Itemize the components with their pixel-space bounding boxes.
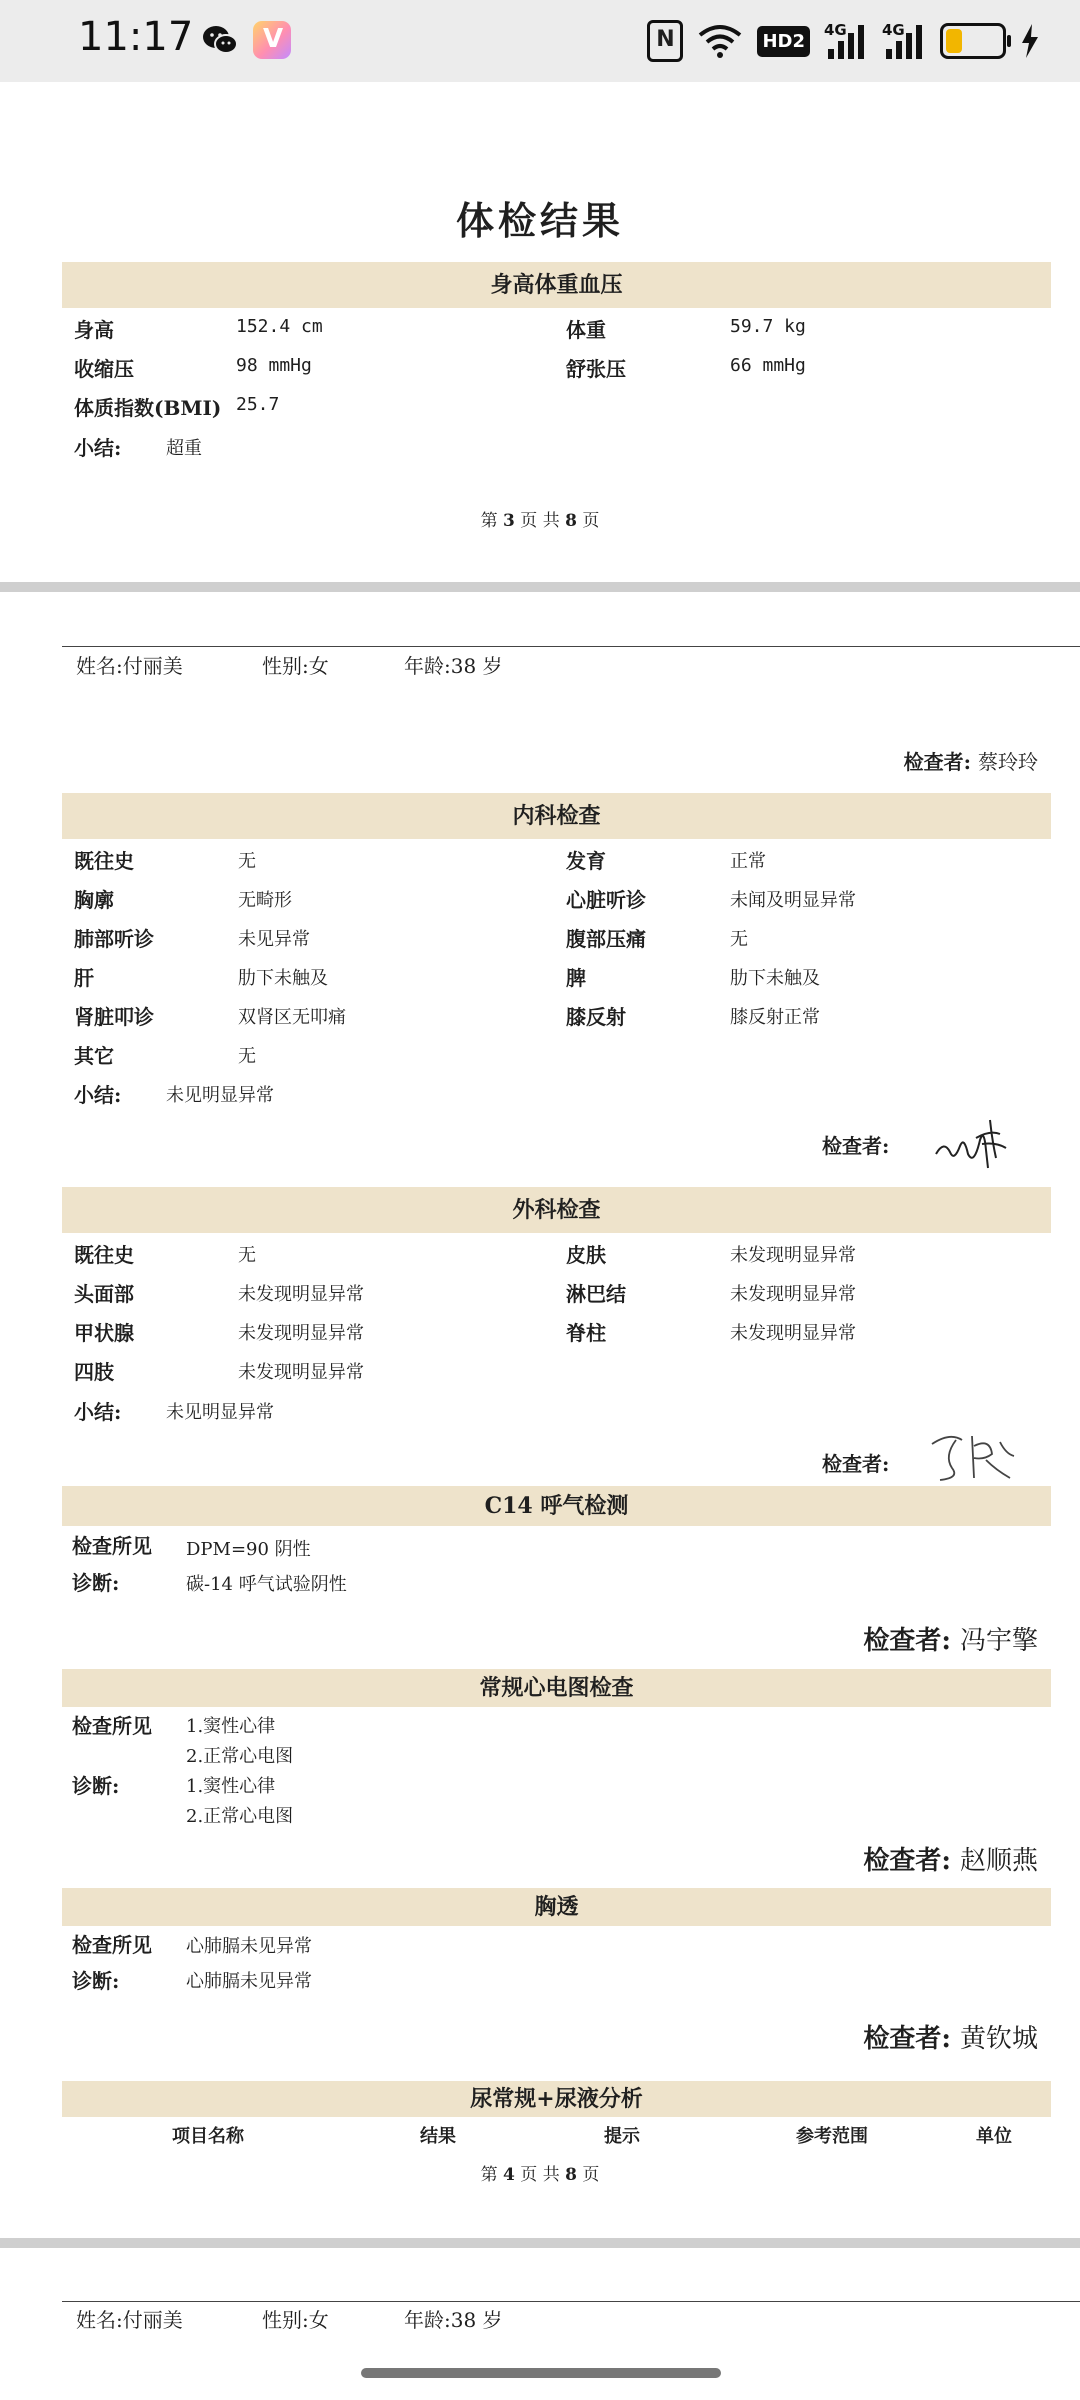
label-history: 既往史 bbox=[74, 849, 134, 873]
value-ecg-finding-1: 1.窦性心律 bbox=[186, 1716, 276, 1737]
value-systolic: 98 mmHg bbox=[236, 355, 312, 376]
value-spleen: 肋下未触及 bbox=[730, 968, 820, 989]
value-heart: 未闻及明显异常 bbox=[730, 890, 856, 911]
value-development: 正常 bbox=[730, 851, 766, 872]
label-c14-diag: 诊断: bbox=[72, 1571, 120, 1595]
value-lymph: 未发现明显异常 bbox=[730, 1284, 856, 1305]
patient-name-5: 姓名:付丽美 bbox=[76, 2308, 183, 2332]
label-thyroid: 甲状腺 bbox=[74, 1321, 134, 1345]
label-thorax: 胸廓 bbox=[74, 888, 114, 912]
section-header-urine: 尿常规+尿液分析 bbox=[62, 2081, 1051, 2117]
label-development: 发育 bbox=[566, 849, 606, 873]
hd-voice-icon: HD2 bbox=[757, 26, 810, 57]
label-ecg-diag: 诊断: bbox=[72, 1774, 120, 1798]
page-number-3: 第 3 页 共 8 页 bbox=[480, 511, 600, 531]
patient-age-5: 年龄:38 岁 bbox=[404, 2308, 503, 2332]
status-bar bbox=[0, 0, 1080, 82]
label-c14-finding: 检查所见 bbox=[72, 1534, 152, 1558]
value-chest-diag: 心肺膈未见异常 bbox=[186, 1971, 312, 1992]
summary-label: 小结: bbox=[74, 436, 122, 460]
page-separator-2 bbox=[0, 2238, 1080, 2248]
value-weight: 59.7 kg bbox=[730, 316, 806, 337]
patient-gender: 性别:女 bbox=[262, 654, 329, 678]
value-limbs: 未发现明显异常 bbox=[238, 1362, 364, 1383]
signature-internal bbox=[930, 1110, 1014, 1176]
value-chest-finding: 心肺膈未见异常 bbox=[186, 1936, 312, 1957]
nfc-icon: N bbox=[647, 20, 683, 62]
signature-surgical bbox=[926, 1426, 1022, 1486]
signal-4g-icon-1: 4G bbox=[824, 21, 868, 61]
label-lung: 肺部听诊 bbox=[74, 927, 154, 951]
summary-internal: 未见明显异常 bbox=[166, 1085, 274, 1106]
label-lymph: 淋巴结 bbox=[566, 1282, 626, 1306]
value-other: 无 bbox=[238, 1046, 256, 1067]
label-kidney: 肾脏叩诊 bbox=[74, 1005, 154, 1029]
value-c14-diag: 碳-14 呼气试验阴性 bbox=[186, 1574, 347, 1595]
section-header-ecg: 常规心电图检查 bbox=[62, 1669, 1051, 1707]
value-ecg-finding-2: 2.正常心电图 bbox=[186, 1746, 294, 1767]
label-skin: 皮肤 bbox=[566, 1243, 606, 1267]
page-number-4: 第 4 页 共 8 页 bbox=[480, 2165, 600, 2185]
value-ecg-diag-1: 1.窦性心律 bbox=[186, 1776, 276, 1797]
examiner-label-internal: 检查者: bbox=[822, 1134, 890, 1158]
section-header-chest: 胸透 bbox=[62, 1888, 1051, 1926]
urine-col-unit: 单位 bbox=[976, 2126, 1012, 2147]
page-title: 体检结果 bbox=[455, 198, 624, 243]
value-lung: 未见异常 bbox=[238, 929, 310, 950]
value-head-face: 未发现明显异常 bbox=[238, 1284, 364, 1305]
label-bmi: 体质指数(BMI) bbox=[74, 396, 222, 420]
value-height: 152.4 cm bbox=[236, 316, 323, 337]
label-heart: 心脏听诊 bbox=[566, 888, 646, 912]
home-indicator[interactable] bbox=[361, 2368, 721, 2378]
urine-col-item: 项目名称 bbox=[172, 2126, 244, 2147]
label-abdomen: 腹部压痛 bbox=[566, 927, 646, 951]
label-chest-diag: 诊断: bbox=[72, 1969, 120, 1993]
label-chest-finding: 检查所见 bbox=[72, 1933, 152, 1957]
charging-icon bbox=[1020, 24, 1040, 58]
battery-icon bbox=[940, 23, 1006, 59]
examiner-top: 检查者: 蔡玲玲 bbox=[903, 750, 1038, 774]
urine-col-result: 结果 bbox=[420, 2126, 456, 2147]
label-ecg-finding: 检查所见 bbox=[72, 1714, 152, 1738]
label-liver: 肝 bbox=[74, 966, 94, 990]
label-other: 其它 bbox=[74, 1044, 114, 1068]
summary-value: 超重 bbox=[166, 438, 202, 459]
patient-gender-5: 性别:女 bbox=[262, 2308, 329, 2332]
patient-age: 年龄:38 岁 bbox=[404, 654, 503, 678]
header-rule-5 bbox=[62, 2301, 1080, 2302]
urine-col-hint: 提示 bbox=[604, 2126, 640, 2147]
value-ecg-diag-2: 2.正常心电图 bbox=[186, 1806, 294, 1827]
label-diastolic: 舒张压 bbox=[566, 357, 626, 381]
value-diastolic: 66 mmHg bbox=[730, 355, 806, 376]
label-knee: 膝反射 bbox=[566, 1005, 626, 1029]
label-spleen: 脾 bbox=[566, 966, 586, 990]
label-weight: 体重 bbox=[566, 318, 606, 342]
value-skin: 未发现明显异常 bbox=[730, 1245, 856, 1266]
value-surg-history: 无 bbox=[238, 1245, 256, 1266]
urine-col-range: 参考范围 bbox=[796, 2126, 868, 2147]
summary-surgical: 未见明显异常 bbox=[166, 1402, 274, 1423]
value-knee: 膝反射正常 bbox=[730, 1007, 820, 1028]
label-limbs: 四肢 bbox=[74, 1360, 114, 1384]
wifi-icon bbox=[697, 23, 743, 59]
signal-4g-icon-2: 4G bbox=[882, 21, 926, 61]
value-bmi: 25.7 bbox=[236, 394, 280, 415]
value-thorax: 无畸形 bbox=[238, 890, 292, 911]
examiner-chest: 检查者: 黄钦城 bbox=[863, 2024, 1038, 2054]
value-c14-finding: DPM=90 阴性 bbox=[186, 1539, 311, 1560]
summary-label-surgical: 小结: bbox=[74, 1400, 122, 1424]
value-spine: 未发现明显异常 bbox=[730, 1323, 856, 1344]
label-systolic: 收缩压 bbox=[74, 357, 134, 381]
wechat-icon bbox=[202, 24, 238, 56]
section-header-c14: C14 呼气检测 bbox=[62, 1486, 1051, 1526]
page-separator bbox=[0, 582, 1080, 592]
status-indicators bbox=[647, 20, 1040, 62]
value-liver: 肋下未触及 bbox=[238, 968, 328, 989]
header-rule bbox=[62, 646, 1080, 647]
examiner-label-surgical: 检查者: bbox=[822, 1452, 890, 1476]
examiner-ecg: 检查者: 赵顺燕 bbox=[863, 1846, 1038, 1876]
label-surg-history: 既往史 bbox=[74, 1243, 134, 1267]
section-header-internal: 内科检查 bbox=[62, 793, 1051, 839]
label-spine: 脊柱 bbox=[566, 1321, 606, 1345]
section-header-vitals: 身高体重血压 bbox=[62, 262, 1051, 308]
patient-name: 姓名:付丽美 bbox=[76, 654, 183, 678]
examiner-c14: 检查者: 冯宇擎 bbox=[863, 1626, 1038, 1656]
label-height: 身高 bbox=[74, 318, 114, 342]
app-notification-icon: V bbox=[253, 21, 291, 59]
value-kidney: 双肾区无叩痛 bbox=[238, 1007, 346, 1028]
summary-label-internal: 小结: bbox=[74, 1083, 122, 1107]
section-header-surgical: 外科检查 bbox=[62, 1187, 1051, 1233]
value-thyroid: 未发现明显异常 bbox=[238, 1323, 364, 1344]
value-history: 无 bbox=[238, 851, 256, 872]
value-abdomen: 无 bbox=[730, 929, 748, 950]
status-time: 11:17 bbox=[78, 14, 194, 60]
label-head-face: 头面部 bbox=[74, 1282, 134, 1306]
